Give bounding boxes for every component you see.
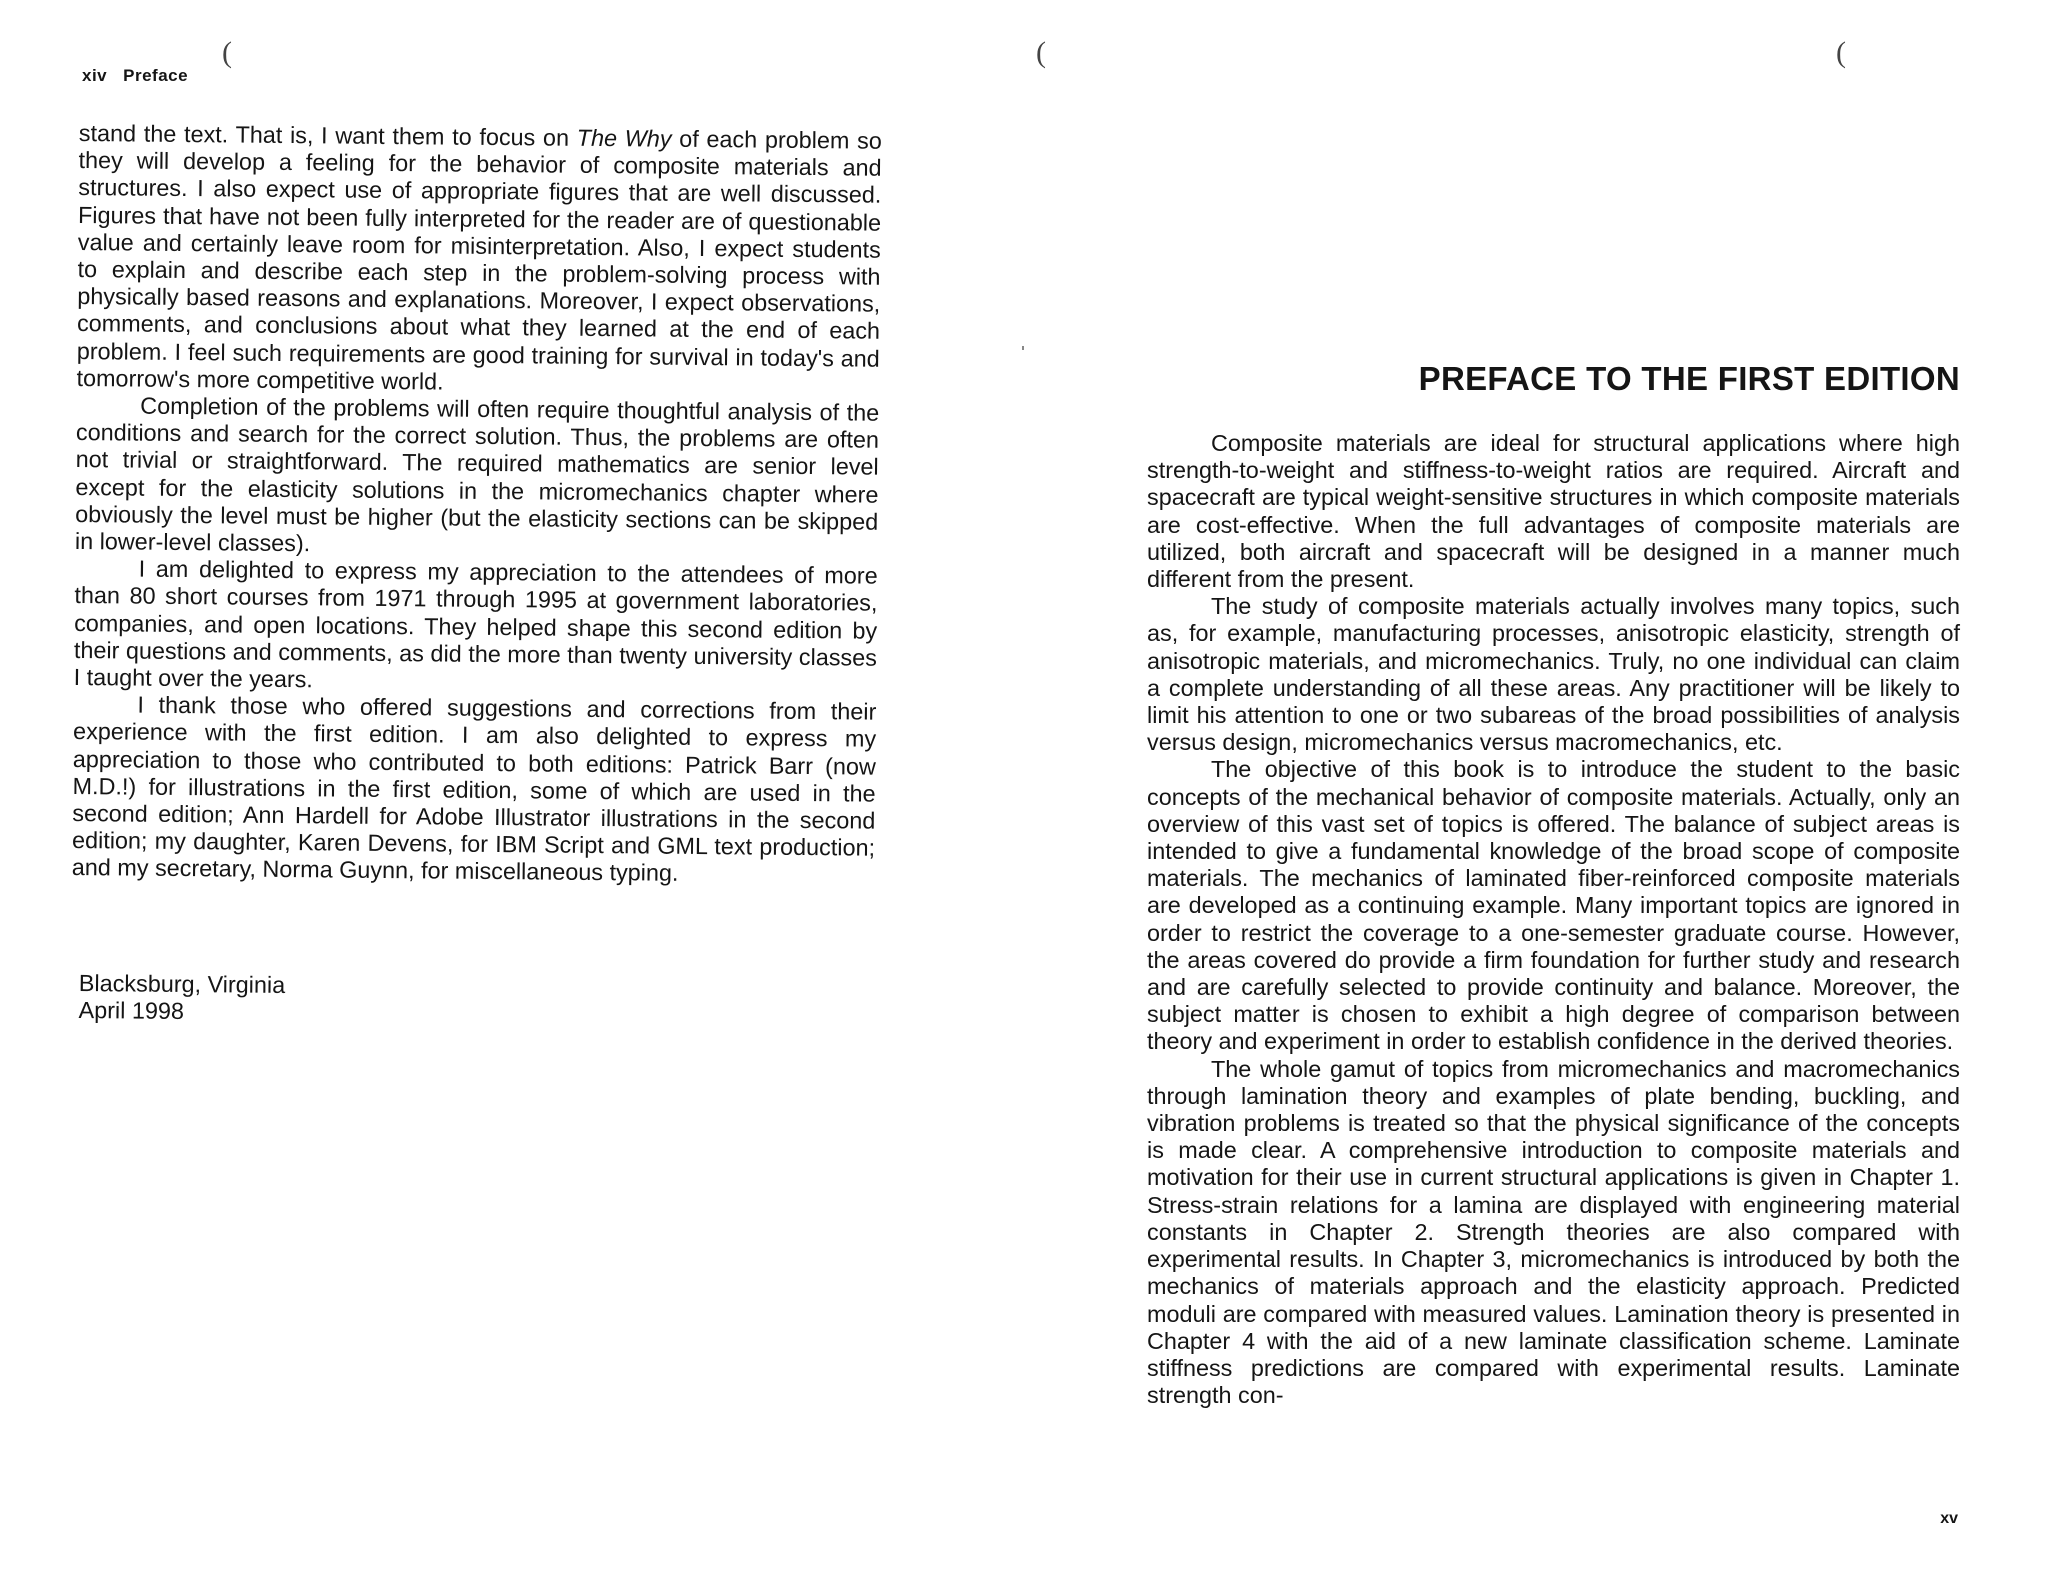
paragraph: The study of composite materials actually involves many topics, such as, for example, manufacturing processes, anisotropic elasticity, strength of anisotropic materials, and micromechanics. Truly, no one individual can claim a complete understanding of all these areas. Any practitioner will be likely to limit his attention to one or two subareas of the broad possibilities of analysis versus design, micromechanics versus macromechanics, etc. bbox=[1147, 593, 1960, 756]
section-title: PREFACE TO THE FIRST EDITION bbox=[1418, 360, 1960, 397]
left-body-text bbox=[72, 120, 882, 889]
scan-mark-paren: ( bbox=[222, 36, 232, 69]
paragraph: I thank those who offered suggestions and corrections from their experience with the first edition. I am also delighted to express my appreciation to those who contributed to both editions: Patrick Barr (now M.D.!) for illustrations in the first edition, some of which are used in the second edition; Ann Hardell for Adobe Illustrator illustrations in the second edition; my daughter, Karen Devens, for IBM Script and GML text production; and my secretary, Norma Guynn, for miscellaneous typing. bbox=[71, 691, 877, 887]
italic-emphasis: The Why bbox=[576, 124, 672, 152]
signature-date: April 1998 bbox=[78, 996, 185, 1025]
page-number-right: xv bbox=[1940, 1510, 1958, 1527]
signature-block bbox=[78, 970, 285, 1026]
scan-mark-paren: ( bbox=[1036, 36, 1046, 69]
paragraph: The whole gamut of topics from micromechanics and macromechanics through lamination theory and examples of plate bending, buckling, and vibration problems is treated so that the physical significance of the concepts is made clear. A comprehensive introduction to composite materials and motivation for their use in current structural applications is given in Chapter 1. Stress-strain relations for a lamina are displayed with engineering material constants in Chapter 2. Strength theories are also compared with experimental results. In Chapter 3, micromechanics is introduced by both the mechanics of materials approach and the elasticity approach. Predicted moduli are compared with measured values. Lamination theory is presented in Chapter 4 with the aid of a new laminate classification scheme. Laminate stiffness predictions are compared with experimental results. Laminate strength con- bbox=[1147, 1055, 1960, 1409]
text-run: stand the text. That is, I want them to focus on bbox=[78, 120, 577, 151]
paragraph bbox=[76, 120, 882, 400]
running-head-title: Preface bbox=[123, 66, 189, 85]
running-head bbox=[82, 66, 188, 86]
right-page bbox=[1000, 0, 2048, 1582]
left-page bbox=[0, 0, 1000, 1582]
paragraph: Completion of the problems will often require thoughtful analysis of the conditions and search for the correct solution. Thus, the problems are often not trivial or straightforward. The required mathematics are senior level except for the elasticity solutions in the micromechanics chapter where obviously the level must be higher (but the elasticity sections can be skipped in lower-level classes). bbox=[74, 392, 880, 557]
scan-speck bbox=[1022, 346, 1024, 350]
right-body-text bbox=[1147, 430, 1960, 1409]
text-run: of each problem so they will develop a feeling for the behavior of composite materials and structures. I also expect use of appropriate figures that are well discussed. Figures that have not been fully interpreted for the reader are of questionable value and certainly leave room for misinterpretation. Also, I expect students to explain and describe each step in the problem-solving process with physically based reasons and explanations. Moreover, I expect observations, comments, and conclusions about what they learned at the end of each problem. I feel such requirements are good training for survival in today's and tomorrow's more competitive world. bbox=[76, 125, 882, 395]
paragraph: Composite materials are ideal for structural applications where high strength-to-weight and stiffness-to-weight ratios are required. Aircraft and spacecraft are typical weight-sensitive structures in which composite materials are cost-effective. When the full advantages of composite materials are utilized, both aircraft and spacecraft will be designed in a manner much different from the present. bbox=[1147, 430, 1960, 593]
scan-mark-paren: ( bbox=[1836, 36, 1846, 69]
signature-place: Blacksburg, Virginia bbox=[78, 970, 286, 998]
page-number-left: xiv bbox=[82, 66, 108, 85]
paragraph: I am delighted to express my appreciation to the attendees of more than 80 short courses from 1971 through 1995 at government laboratories, companies, and open locations. They helped shape this second edition by their questions and comments, as did the more than twenty university classes I taught over the years. bbox=[73, 555, 878, 693]
paragraph: The objective of this book is to introduce the student to the basic concepts of the mechanical behavior of composite materials. Actually, only an overview of this vast set of topics is offered. The balance of subject areas is intended to give a fundamental knowledge of the broad scope of composite materials. The mechanics of laminated fiber-reinforced composite materials are developed as a continuing example. Many important topics are ignored in order to restrict the coverage to a one-semester graduate course. However, the areas covered do provide a firm foundation for further study and research and are carefully selected to provide continuity and balance. Moreover, the subject matter is chosen to exhibit a high degree of comparison between theory and experiment in order to establish confidence in the derived theories. bbox=[1147, 756, 1960, 1055]
